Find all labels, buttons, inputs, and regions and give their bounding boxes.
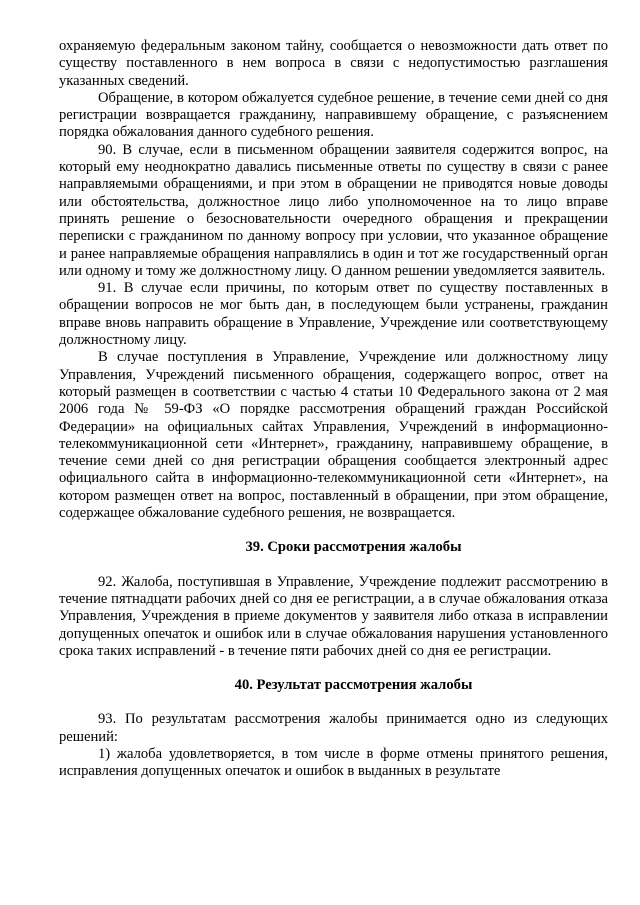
document-page bbox=[59, 38, 608, 781]
paragraph-93: 93. По результатам рассмотрения жалобы принимается одно из следующих решений: bbox=[59, 711, 608, 745]
paragraph-continuation: охраняемую федеральным законом тайну, сообщается о невозможности дать ответ по существу поставленного в нем вопроса в связи с недопустимостью разглашения указанных сведений. bbox=[59, 38, 608, 89]
spacer bbox=[59, 694, 608, 711]
spacer bbox=[59, 557, 608, 574]
paragraph-internet-answer: В случае поступления в Управление, Учреждение или должностному лицу Управления, Учреждений письменного обращения, содержащего вопрос, ответ на который размещен в соответствии с частью 4 статьи 10 Федерального закона от 2 мая 2006 года № 59-ФЗ «О порядке рассмотрения обращений граждан Российской Федерации» на официальных сайтах Управления, Учреждений в информационно-телекоммуникационной сети «Интернет», гражданину, направившему обращение, в течение семи дней со дня регистрации обращения сообщается электронный адрес официального сайта в информационно-телекоммуникационной сети «Интернет», на котором размещен ответ на вопрос, поставленный в обращении, при этом обращение, содержащее обжалование судебного решения, не возвращается. bbox=[59, 349, 608, 522]
spacer bbox=[59, 522, 608, 539]
paragraph-court-decision: Обращение, в котором обжалуется судебное решение, в течение семи дней со дня регистрации возвращается гражданину, направившему обращение, с разъяснением порядка обжалования данного судебного решения. bbox=[59, 89, 608, 141]
section-40-heading: 40. Результат рассмотрения жалобы bbox=[234, 677, 473, 694]
spacer bbox=[59, 660, 608, 677]
paragraph-91: 91. В случае если причины, по которым ответ по существу поставленных в обращении вопросов не мог быть дан, в последующем были устранены, гражданин вправе вновь направить обращение в Управление, Учреждение или соответствующему должностному лицу. bbox=[59, 280, 608, 349]
paragraph-93-item-1: 1) жалоба удовлетворяется, в том числе в форме отмены принятого решения, исправления допущенных опечаток и ошибок в выданных в результате bbox=[59, 745, 608, 780]
paragraph-90: 90. В случае, если в письменном обращении заявителя содержится вопрос, на который ему неоднократно давались письменные ответы по существу в связи с ранее направляемыми обращениями, и при этом в обращении не приводятся новые доводы или обстоятельства, должностное лицо либо уполномоченное на то лицо вправе принять решение о безосновательности очередного обращения и прекращении переписки с гражданином по данному вопросу при условии, что указанное обращение и ранее направляемые обращения направлялись в один и тот же государственный орган или одному и тому же должностному лицу. О данном решении уведомляется заявитель. bbox=[59, 141, 608, 279]
section-39-heading: 39. Сроки рассмотрения жалобы bbox=[245, 539, 462, 556]
paragraph-92: 92. Жалоба, поступившая в Управление, Учреждение подлежит рассмотрению в течение пятнадцати рабочих дней со дня ее регистрации, а в случае обжалования отказа Управления, Учреждения в приеме документов у заявителя либо отказа в исправлении допущенных опечаток и ошибок или в случае обжалования нарушения установленного срока таких исправлений - в течение пяти рабочих дней со дня ее регистрации. bbox=[59, 573, 608, 659]
